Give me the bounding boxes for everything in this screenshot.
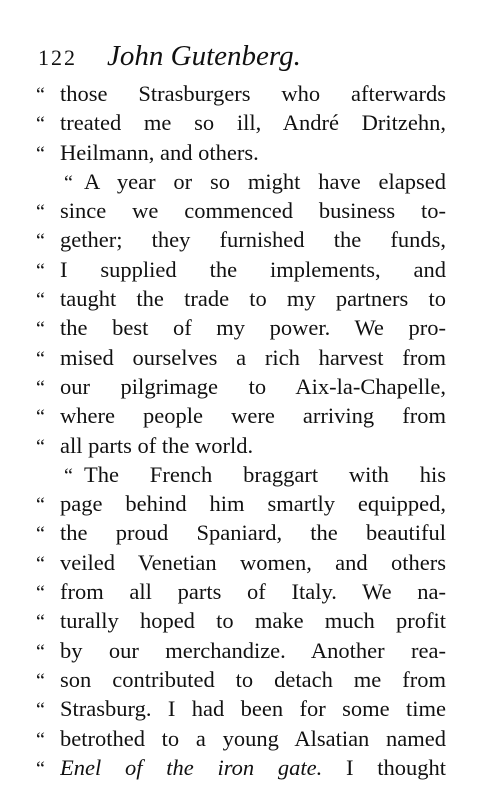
quote-mark: “ [36, 494, 45, 517]
quote-mark: “ [36, 289, 45, 312]
line-text: taught the trade to my partners to [60, 286, 446, 312]
text-line [36, 79, 446, 108]
line-text: veiled Venetian women, and others [60, 549, 446, 575]
quote-mark: “ [36, 523, 45, 546]
quote-mark: “ [36, 84, 45, 106]
quote-mark: “ [36, 640, 45, 663]
quote-mark: “ [36, 201, 45, 224]
line-text: gether; they furnished the funds, [60, 227, 446, 253]
line-text: Enel of the iron gate. I thought [60, 754, 446, 780]
quote-mark: “ [36, 113, 45, 136]
quote-mark: “ [64, 171, 73, 194]
page-number: 122 [38, 45, 77, 70]
line-text: our pilgrimage to Aix-la-Chapelle, [60, 373, 446, 399]
line-text: Heilmann, and others. [60, 139, 259, 165]
line-text: son contributed to detach me from [60, 666, 446, 692]
line-text: since we commenced business to- [60, 198, 446, 224]
text-line [36, 167, 446, 196]
text-line [36, 225, 446, 254]
text-line [36, 489, 446, 518]
line-text: all parts of the world. [60, 432, 254, 458]
line-text: from all parts of Italy. We na- [60, 579, 446, 605]
quote-mark: “ [36, 669, 45, 692]
text-line [36, 343, 446, 372]
text-line [36, 431, 446, 460]
text-line [36, 284, 446, 313]
text-line [36, 108, 446, 137]
quote-mark: “ [36, 757, 45, 780]
quote-mark: “ [36, 406, 45, 429]
text-line [36, 724, 446, 753]
quote-mark: “ [36, 142, 45, 165]
quote-mark: “ [36, 582, 45, 605]
quote-mark: “ [36, 347, 45, 370]
text-line [36, 313, 446, 342]
body-text [36, 79, 446, 782]
quote-mark: “ [36, 259, 45, 282]
quote-mark: “ [36, 552, 45, 575]
text-line [36, 577, 446, 606]
text-line [36, 753, 446, 782]
text-line [36, 255, 446, 284]
line-text: turally hoped to make much profit [60, 608, 446, 634]
text-line [36, 401, 446, 430]
line-text: A year or so might have elapsed [84, 168, 446, 194]
text-line [36, 138, 446, 167]
running-title: John Gutenberg. [107, 40, 301, 72]
line-text: those Strasburgers who afterwards [60, 81, 446, 106]
text-line [36, 460, 446, 489]
line-text: Strasburg. I had been for some time [60, 696, 446, 722]
line-text: The French braggart with his [84, 461, 446, 487]
line-text: page behind him smartly equipped, [60, 491, 446, 517]
line-text: betrothed to a young Alsatian named [60, 725, 446, 751]
line-text: by our merchandize. Another rea- [60, 637, 446, 663]
text-line [36, 196, 446, 225]
quote-mark: “ [36, 318, 45, 341]
page-header [38, 40, 301, 74]
text-line [36, 548, 446, 577]
italic-name: Enel of the iron gate. [60, 754, 323, 780]
line-text: treated me so ill, André Dritzehn, [60, 110, 446, 136]
line-text: where people were arriving from [60, 403, 446, 429]
quote-mark: “ [36, 230, 45, 253]
line-text: the best of my power. We pro- [60, 315, 446, 341]
quote-mark: “ [36, 728, 45, 751]
line-text: mised ourselves a rich harvest from [60, 344, 446, 370]
quote-mark: “ [36, 699, 45, 722]
quote-mark: “ [64, 464, 73, 487]
quote-mark: “ [36, 611, 45, 634]
text-line [36, 606, 446, 635]
quote-mark: “ [36, 435, 45, 458]
line-text: I supplied the implements, and [60, 256, 446, 282]
line-text: the proud Spaniard, the beautiful [60, 520, 446, 546]
quote-mark: “ [36, 376, 45, 399]
text-line [36, 518, 446, 547]
text-line [36, 665, 446, 694]
text-line [36, 694, 446, 723]
text-line [36, 372, 446, 401]
text-line [36, 636, 446, 665]
